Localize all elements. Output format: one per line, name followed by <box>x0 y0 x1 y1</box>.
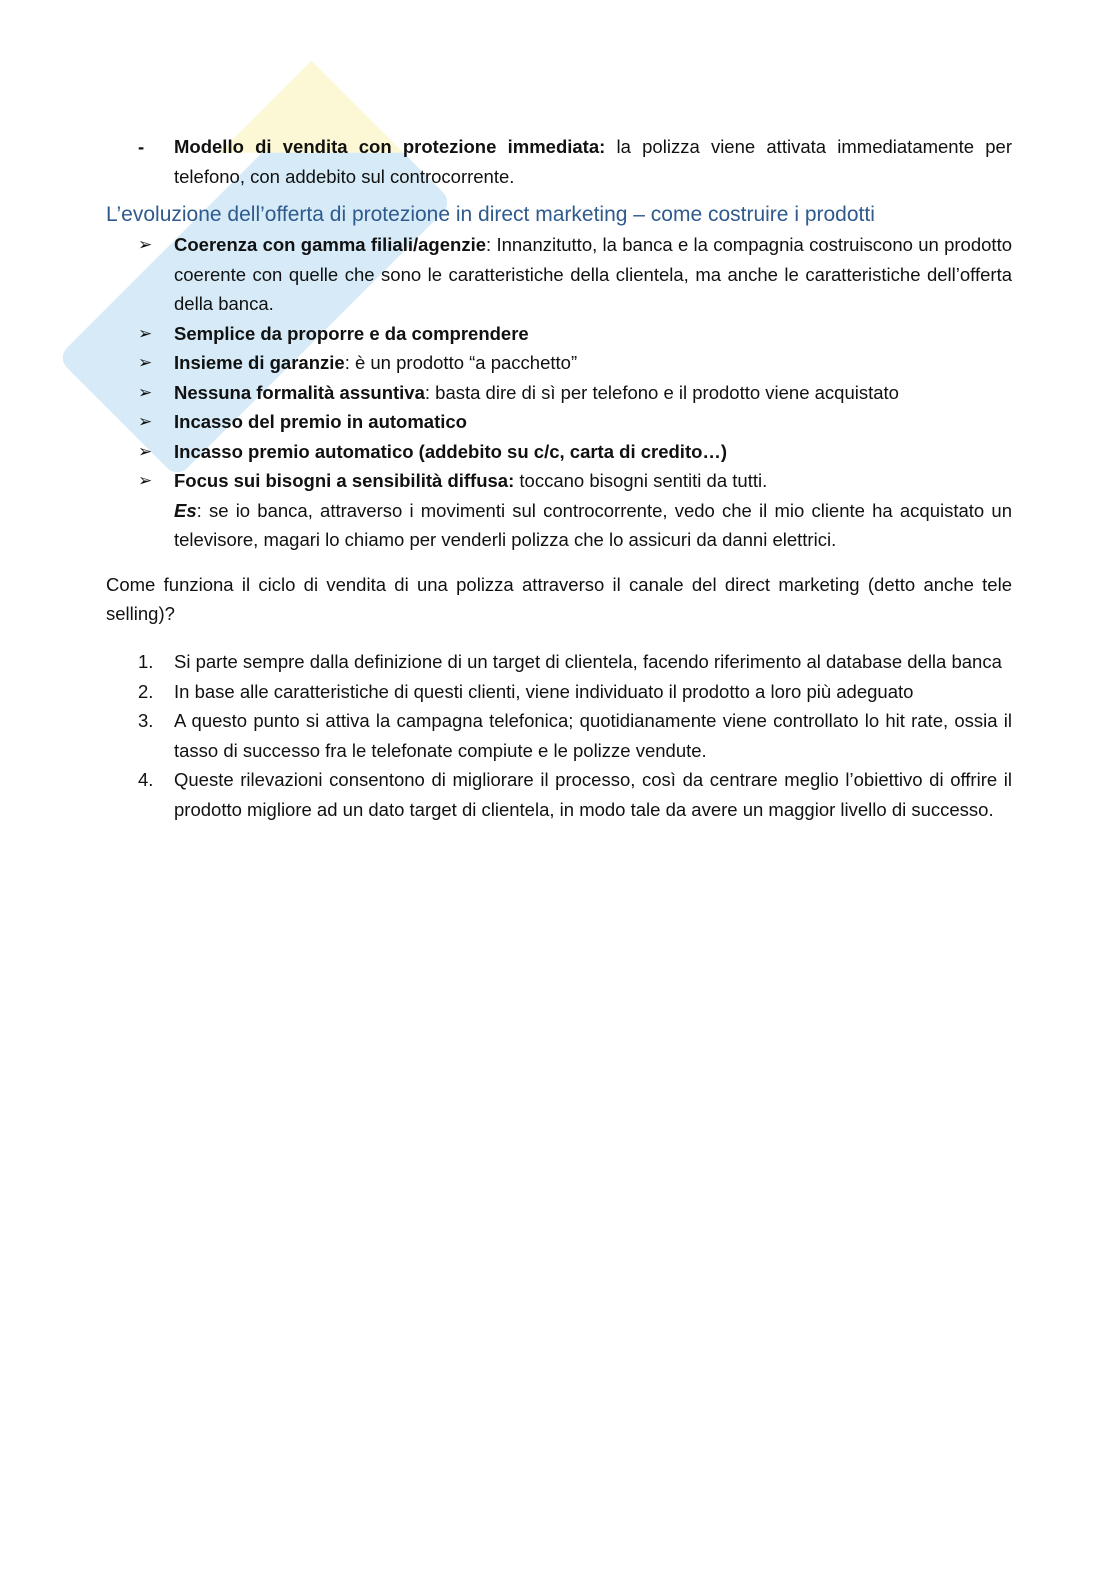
list-number: 4. <box>138 769 154 790</box>
feature-bold: Coerenza con gamma filiali/agenzie <box>174 234 487 255</box>
feature-bold: Incasso del premio in automatico <box>174 411 467 432</box>
feature-text: : basta dire di sì per telefono e il prodotto viene acquistato <box>424 381 899 403</box>
document-content <box>106 132 1012 824</box>
example-paragraph <box>106 496 1012 555</box>
feature-item <box>106 348 1012 378</box>
section-heading: L’evoluzione dell’offerta di protezione in direct marketing – come costruire i prodotti <box>106 203 875 226</box>
arrow-bullet-icon: ➢ <box>138 471 153 490</box>
feature-item <box>106 466 1012 496</box>
list-item <box>106 647 1012 677</box>
feature-item <box>106 319 1012 349</box>
list-text: Queste rilevazioni consentono di migliorare il processo, così da centrare meglio l’obiettivo di offrire il prodotto migliore ad un dato target di clientela, in modo tale da avere un maggior livello di successo. <box>174 769 1012 820</box>
dash-marker: - <box>138 136 145 157</box>
arrow-bullet-icon: ➢ <box>138 353 153 372</box>
feature-list <box>106 230 1012 555</box>
feature-item <box>106 230 1012 319</box>
list-number: 2. <box>138 680 154 702</box>
feature-item <box>106 407 1012 437</box>
feature-text: toccano bisogni sentiti da tutti. <box>514 470 768 491</box>
intro-bullet-bold: Modello di vendita con protezione immediata: <box>174 136 606 157</box>
intro-bullet <box>106 132 1012 191</box>
feature-text: : è un prodotto “a pacchetto” <box>344 352 578 373</box>
question-paragraph: Come funziona il ciclo di vendita di una polizza attraverso il canale del direct marketing (detto anche tele selling)? <box>106 573 1012 624</box>
intro-bullet-text: la polizza viene attivata immediatamente per telefono, con addebito sul controcorrente. <box>174 136 1012 187</box>
arrow-bullet-icon: ➢ <box>138 323 153 343</box>
numbered-list <box>106 647 1012 824</box>
feature-item <box>106 378 1012 408</box>
list-item <box>106 706 1012 765</box>
feature-bold: Insieme di garanzie <box>174 352 345 373</box>
feature-bold: Incasso premio automatico (addebito su c/c, carta di credito…) <box>174 440 728 462</box>
list-number: 1. <box>138 651 154 672</box>
list-number: 3. <box>138 710 154 731</box>
list-text: Si parte sempre dalla definizione di un target di clientela, facendo riferimento al database della banca <box>174 651 1002 672</box>
feature-bold: Semplice da proporre e da comprendere <box>174 322 529 344</box>
feature-bold: Focus sui bisogni a sensibilità diffusa: <box>174 470 515 491</box>
arrow-bullet-icon: ➢ <box>138 382 153 402</box>
feature-text: : Innanzitutto, la banca e la compagnia costruiscono un prodotto coerente con quelle che sono le caratteristiche della clientela, ma anche le caratteristiche dell’offerta della banca. <box>174 234 1012 314</box>
list-item <box>106 765 1012 824</box>
example-label: Es <box>174 499 197 521</box>
list-text: In base alle caratteristiche di questi clienti, viene individuato il prodotto a loro più adeguato <box>174 680 914 702</box>
arrow-bullet-icon: ➢ <box>138 235 153 254</box>
list-text: A questo punto si attiva la campagna telefonica; quotidianamente viene controllato lo hit rate, ossia il tasso di successo fra le telefonate compiute e le polizze vendute. <box>174 710 1012 761</box>
arrow-bullet-icon: ➢ <box>138 441 153 461</box>
feature-item <box>106 437 1012 467</box>
arrow-bullet-icon: ➢ <box>138 412 153 431</box>
feature-bold: Nessuna formalità assuntiva <box>174 381 425 403</box>
example-text: : se io banca, attraverso i movimenti sul controcorrente, vedo che il mio cliente ha acquistato un televisore, magari lo chiamo per venderli polizza che lo assicuri da danni elettrici. <box>174 499 1012 550</box>
list-item <box>106 677 1012 707</box>
